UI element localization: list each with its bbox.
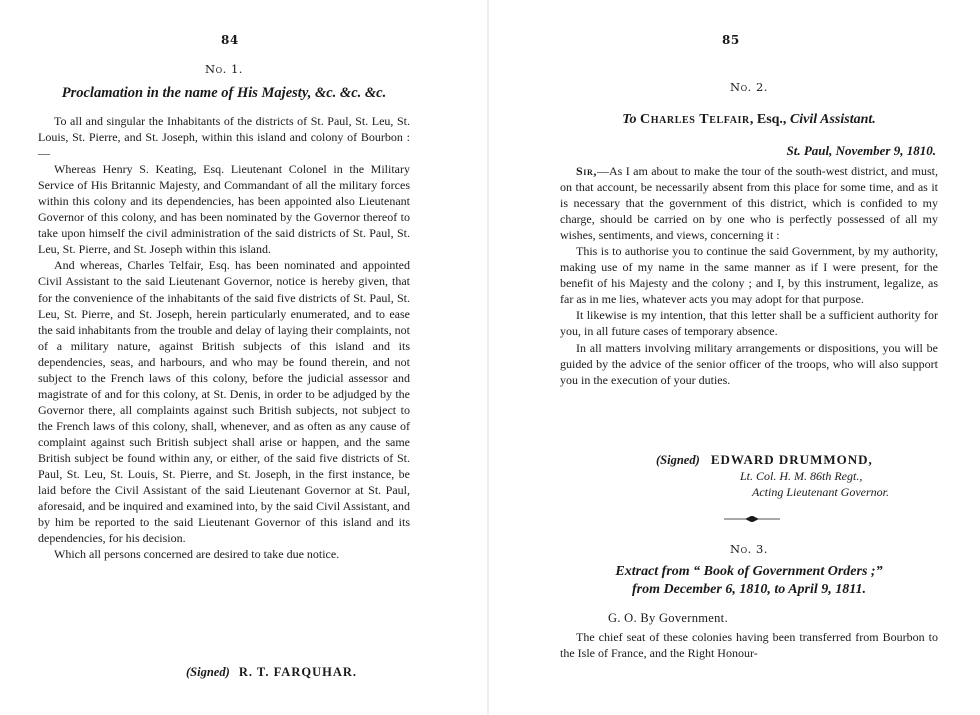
letter-heading-suffix: , Esq.,: [749, 112, 787, 127]
right-signed-label: (Signed): [656, 453, 700, 467]
book-gutter: [487, 0, 489, 715]
letter-heading-role: Civil Assistant.: [789, 112, 876, 127]
right-document-number: No. 2.: [730, 80, 768, 94]
right-paragraph: It likewise is my intention, that this letter shall be a sufficient authority for you, in all future cases of temporary absence.: [560, 308, 938, 339]
proclamation-heading: Proclamation in the name of His Majesty, &c. &c. &c.: [61, 85, 387, 101]
section-ornament: [724, 516, 780, 522]
right-closing-text: [560, 629, 938, 661]
government-order-line: G. O. By Government.: [608, 611, 728, 625]
left-signer-name: R. T. FARQUHAR.: [238, 665, 357, 679]
left-body-text: [38, 113, 410, 562]
right-page: [558, 0, 940, 715]
right-body-text: [560, 163, 938, 388]
left-paragraph: Which all persons concerned are desired to take due notice.: [54, 547, 340, 562]
right-signer-name: EDWARD DRUMMOND,: [710, 452, 873, 467]
left-signature: [186, 665, 412, 680]
signer-title-regiment: Lt. Col. H. M. 86th Regt.,: [740, 469, 863, 483]
letter-heading: [558, 112, 940, 128]
extract-heading-line-1: Extract from “ Book of Government Orders ;”: [615, 564, 883, 579]
letter-heading-name: Charles Telfair: [640, 112, 750, 127]
left-page-number: 84: [221, 33, 239, 47]
right-signature: [656, 452, 940, 468]
letter-opening-paragraph: [560, 163, 938, 243]
right-document-number-3: No. 3.: [730, 542, 768, 556]
letter-dateline: St. Paul, November 9, 1810.: [786, 143, 936, 158]
left-document-number: No. 1.: [205, 62, 243, 76]
left-paragraph: Whereas Henry S. Keating, Esq. Lieutenant Colonel in the Military Service of His Britannic Majesty, and Commandant of all the military forces within this colony and its dependencies, has been appointed also Lieutenant Governor of this colony, and has been nominated by the Governor thereof to take upon himself the civil administration of the said districts of St. Paul, St. Leu, St. Pierre, and St. Joseph within this island.: [38, 162, 410, 257]
extract-heading-line-2: from December 6, 1810, to April 9, 1811.: [632, 582, 866, 597]
right-closing-paragraph: The chief seat of these colonies having been transferred from Bourbon to the Isle of France, and the Right Honour-: [560, 630, 938, 661]
letter-salutation: Sir,: [576, 164, 597, 178]
letter-heading-prefix: To: [622, 112, 637, 127]
right-paragraph: This is to authorise you to continue the said Government, by my authority, making use of my name in the same manner as if I were present, for the benefit of his Majesty and the colony ; and I, by this instrument, legalize, as far as in me lies, whatever acts you may adopt for that purpose.: [560, 244, 938, 307]
signer-title-governor: Acting Lieutenant Governor.: [752, 485, 889, 499]
left-page: [36, 0, 412, 715]
right-page-number: 85: [722, 33, 740, 47]
right-paragraph: In all matters involving military arrangements or dispositions, you will be guided by the advice of the senior officer of the troops, who will also support you in the execution of your duties.: [560, 340, 938, 387]
left-signed-label: (Signed): [186, 665, 230, 679]
left-paragraph: And whereas, Charles Telfair, Esq. has been nominated and appointed Civil Assistant to the said Lieutenant Governor, notice is hereby given, that for the convenience of the inhabitants of the said five districts of St. Paul, St. Leu, St. Pierre, and St. Joseph, herein particularly enumerated, and to ease the said inhabitants from the trouble and delay of laying their complaints, not of a military nature, against British subjects of this island and its dependencies, seas, and harbours, and who may be found therein, and not subject to the French laws of this colony, before the judicial assessor and magistrate of and for this colony, at St. Denis, in order to be adjudged by the Governor there, all complaints against such British subjects, not subject to the French laws of this colony, shall, whenever, and as often as any cause of complaint against such British subject shall arise or happen, and the same British subject be found within any, or either, of the said five districts of St. Paul, St. Leu, St. Louis, St. Pierre, and St. Joseph, in the first instance, be laid before the Civil Assistant of the said Lieutenant Governor at St. Paul, aforesaid, and be inquired and examined into, by the said Civil Assistant, and by him be reported to the said Lieutenant Governor of this island and its dependencies, for his decision.: [38, 258, 410, 546]
left-paragraph: To all and singular the Inhabitants of the districts of St. Paul, St. Leu, St. Louis, St. Pierre, and St. Joseph, within this island and colony of Bourbon :—: [38, 114, 410, 161]
right-paragraph: —As I am about to make the tour of the south-west district, and must, on that account, be necessarily absent from this place for some time, and as it is necessary that the government of this district, which is confided to my charge, should be carried on by one who is perfectly possessed of all my wishes, sentiments, and views, concerning it :: [560, 164, 938, 243]
